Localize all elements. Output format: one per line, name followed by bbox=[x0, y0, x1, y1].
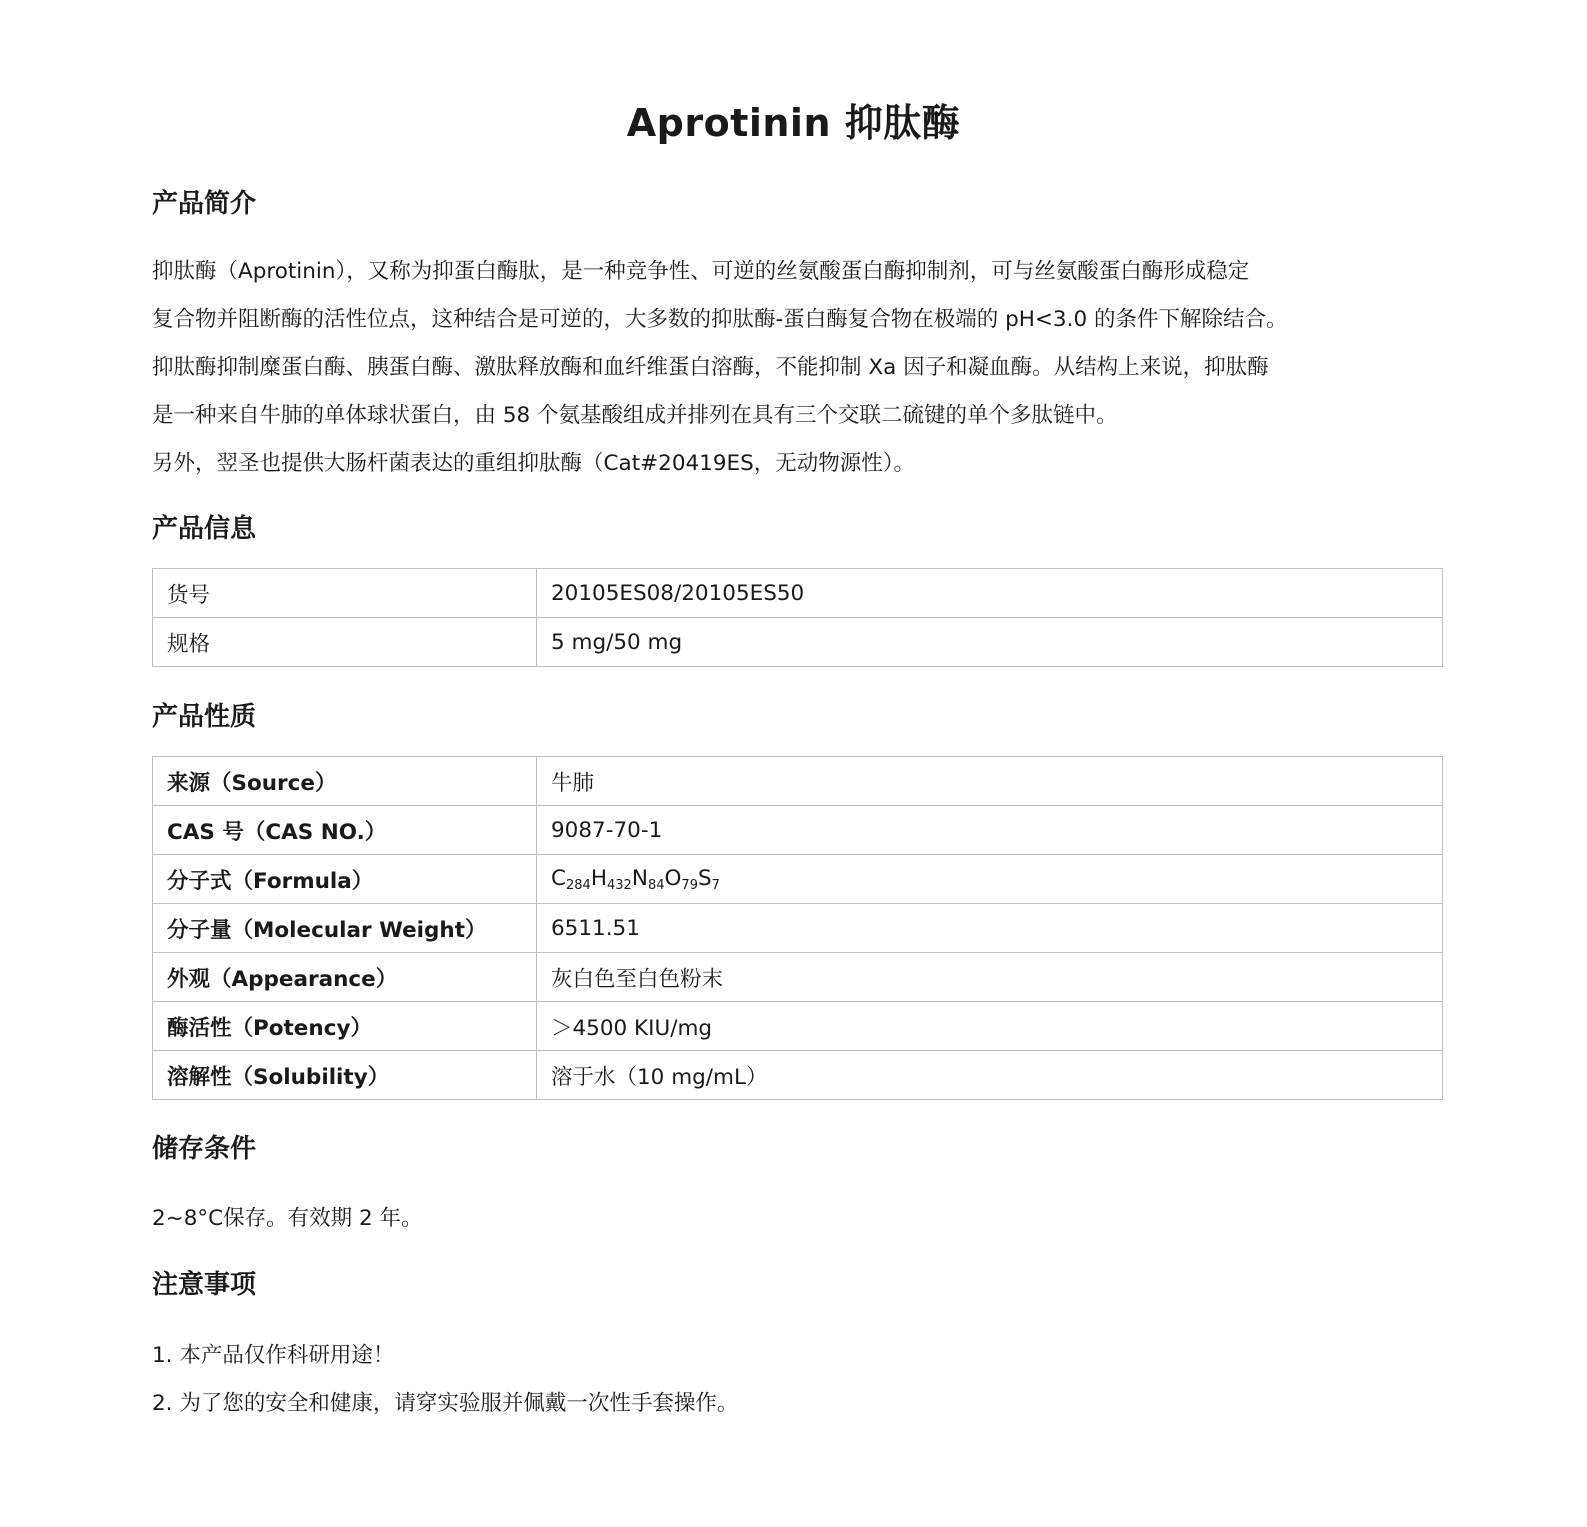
info-value: 20105ES08/20105ES50 bbox=[537, 569, 1443, 618]
table-row bbox=[153, 618, 1443, 667]
intro-line: 是一种来自牛肺的单体球状蛋白，由 58 个氨基酸组成并排列在具有三个交联二硫键的单个多肽链中。 bbox=[152, 403, 1118, 428]
info-heading: 产品信息 bbox=[152, 514, 257, 544]
formula-value: $C_{284}H_{432}N_{84}O_{79}S_7$ bbox=[537, 855, 1443, 904]
note-item: 1. 本产品仅作科研用途！ bbox=[152, 1343, 395, 1368]
table-row bbox=[153, 953, 1443, 1002]
product-properties-table bbox=[152, 756, 1443, 1100]
table-row bbox=[153, 855, 1443, 904]
prop-value: 牛肺 bbox=[537, 757, 1443, 806]
prop-key: 分子式（Formula） bbox=[153, 855, 537, 904]
prop-value: 9087-70-1 bbox=[537, 806, 1443, 855]
intro-line: 抑肽酶（Aprotinin），又称为抑蛋白酶肽，是一种竞争性、可逆的丝氨酸蛋白酶抑制剂，可与丝氨酸蛋白酶形成稳定 bbox=[152, 259, 1250, 284]
notes-heading: 注意事项 bbox=[152, 1270, 257, 1300]
intro-line: 另外，翌圣也提供大肠杆菌表达的重组抑肽酶（Cat#20419ES，无动物源性）。 bbox=[152, 451, 916, 476]
intro-line: 抑肽酶抑制糜蛋白酶、胰蛋白酶、激肽释放酶和血纤维蛋白溶酶，不能抑制 Xa 因子和凝血酶。从结构上来说，抑肽酶 bbox=[152, 355, 1269, 380]
prop-value: 6511.51 bbox=[537, 904, 1443, 953]
prop-key: CAS 号（CAS NO.） bbox=[153, 806, 537, 855]
prop-key: 来源（Source） bbox=[153, 757, 537, 806]
table-row bbox=[153, 1002, 1443, 1051]
table-row bbox=[153, 569, 1443, 618]
table-row bbox=[153, 1051, 1443, 1100]
prop-value: 溶于水（10 mg/mL） bbox=[537, 1051, 1443, 1100]
intro-line: 复合物并阻断酶的活性位点，这种结合是可逆的，大多数的抑肽酶-蛋白酶复合物在极端的 pH<3.0 的条件下解除结合。 bbox=[152, 307, 1288, 332]
storage-heading: 储存条件 bbox=[152, 1134, 257, 1164]
table-row bbox=[153, 757, 1443, 806]
props-heading: 产品性质 bbox=[152, 702, 257, 732]
storage-text: 2~8°C保存。有效期 2 年。 bbox=[152, 1206, 423, 1231]
prop-key: 溶解性（Solubility） bbox=[153, 1051, 537, 1100]
product-info-table bbox=[152, 568, 1443, 667]
prop-value: ＞4500 KIU/mg bbox=[537, 1002, 1443, 1051]
note-item: 2. 为了您的安全和健康，请穿实验服并佩戴一次性手套操作。 bbox=[152, 1391, 739, 1416]
prop-value: 灰白色至白色粉末 bbox=[537, 953, 1443, 1002]
table-row bbox=[153, 806, 1443, 855]
info-value: 5 mg/50 mg bbox=[537, 618, 1443, 667]
table-row bbox=[153, 904, 1443, 953]
page-title: Aprotinin 抑肽酶 bbox=[626, 101, 961, 145]
prop-key: 外观（Appearance） bbox=[153, 953, 537, 1002]
intro-paragraph bbox=[152, 248, 1442, 488]
prop-key: 分子量（Molecular Weight） bbox=[153, 904, 537, 953]
prop-key: 酶活性（Potency） bbox=[153, 1002, 537, 1051]
info-key: 货号 bbox=[153, 569, 537, 618]
intro-heading: 产品简介 bbox=[152, 189, 257, 219]
info-key: 规格 bbox=[153, 618, 537, 667]
